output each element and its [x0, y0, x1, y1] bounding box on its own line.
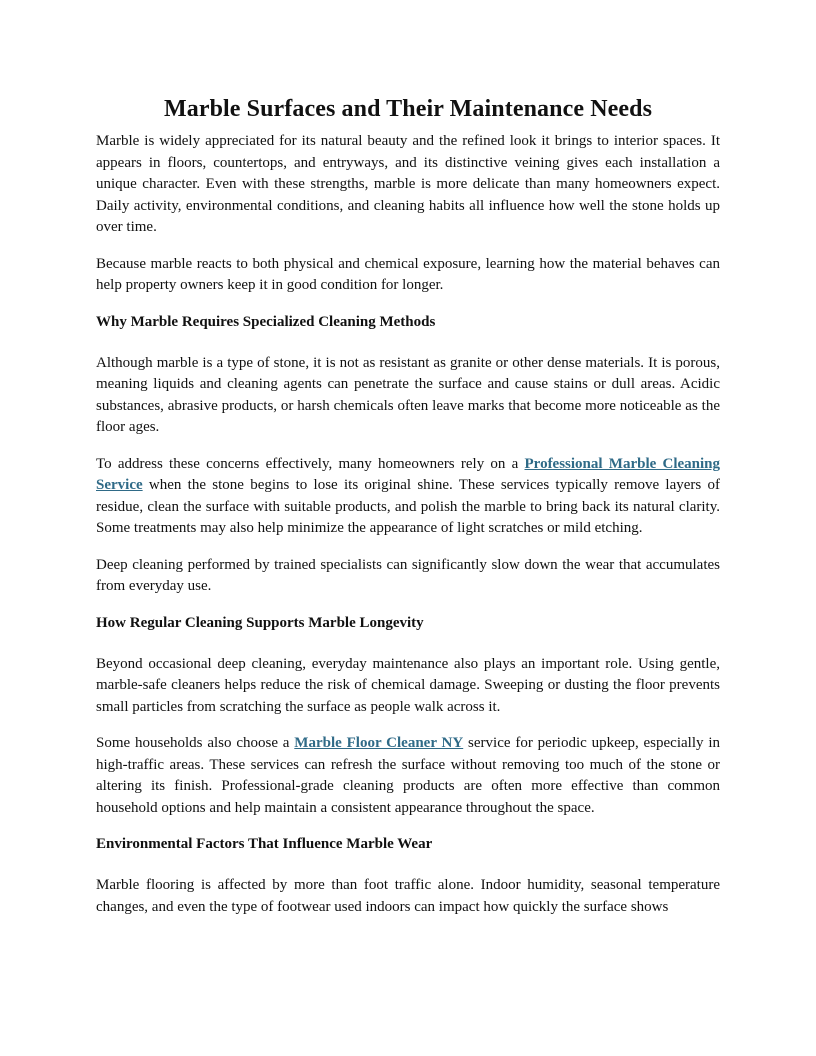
section-heading-environmental-factors: Environmental Factors That Influence Marble Wear [96, 836, 433, 852]
intro-paragraph-2: Because marble reacts to both physical and chemical exposure, learning how the material behaves can help property owners keep it in good condition for longer. [96, 255, 720, 293]
marble-floor-cleaner-ny-link[interactable]: Marble Floor Cleaner NY [294, 735, 464, 751]
section1-paragraph-2 [96, 454, 720, 540]
section2-paragraph-2 [96, 733, 720, 819]
section1-paragraph-3: Deep cleaning performed by trained specialists can significantly slow down the wear that accumulates from everyday use. [96, 556, 720, 594]
intro-paragraph-1: Marble is widely appreciated for its natural beauty and the refined look it brings to interior spaces. It appears in floors, countertops, and entryways, and its distinctive veining gives each installation a unique character. Even with these strengths, marble is more delicate than many homeowners expect. Daily activity, environmental conditions, and cleaning habits all influence how well the stone holds up over time. [96, 133, 720, 235]
section3-paragraph-1: Marble flooring is affected by more than foot traffic alone. Indoor humidity, seasonal temperature changes, and even the type of footwear used indoors can impact how quickly the surface shows [96, 877, 720, 915]
professional-marble-cleaning-link[interactable]: Professional Marble Cleaning Service [96, 455, 721, 493]
section-heading-specialized-cleaning: Why Marble Requires Specialized Cleaning Methods [96, 313, 436, 330]
section-heading-regular-cleaning: How Regular Cleaning Supports Marble Longevity [96, 614, 424, 631]
section1-p2-text-after: when the stone begins to lose its original shine. These services typically remove layers of residue, clean the surface with suitable products, and polish the marble to bring back its natural clarity. Some treatments may also help minimize the appearance of light scratches or mild etching. [96, 477, 720, 536]
section2-paragraph-1: Beyond occasional deep cleaning, everyday maintenance also plays an important role. Using gentle, marble-safe cleaners helps reduce the risk of chemical damage. Sweeping or dusting the floor prevents small particles from scratching the surface as people walk across it. [96, 655, 720, 715]
section2-p2-text-after: service for periodic upkeep, especially in high-traffic areas. These services can refresh the surface without removing too much of the stone or altering its finish. Professional-grade cleaning products are often more effective than common household options and help maintain a consistent appearance throughout the space. [96, 735, 720, 816]
document-page [96, 94, 720, 933]
section2-p2-text-before: Some households also choose a [96, 735, 295, 751]
page-title: Marble Surfaces and Their Maintenance Needs [163, 96, 653, 122]
section1-paragraph-1: Although marble is a type of stone, it is not as resistant as granite or other dense materials. It is porous, meaning liquids and cleaning agents can penetrate the surface and cause stains or dull areas. Acidic substances, abrasive products, or harsh chemicals often leave marks that become more noticeable as the floor ages. [96, 354, 720, 435]
section1-p2-text-before: To address these concerns effectively, many homeowners rely on a [96, 455, 525, 472]
